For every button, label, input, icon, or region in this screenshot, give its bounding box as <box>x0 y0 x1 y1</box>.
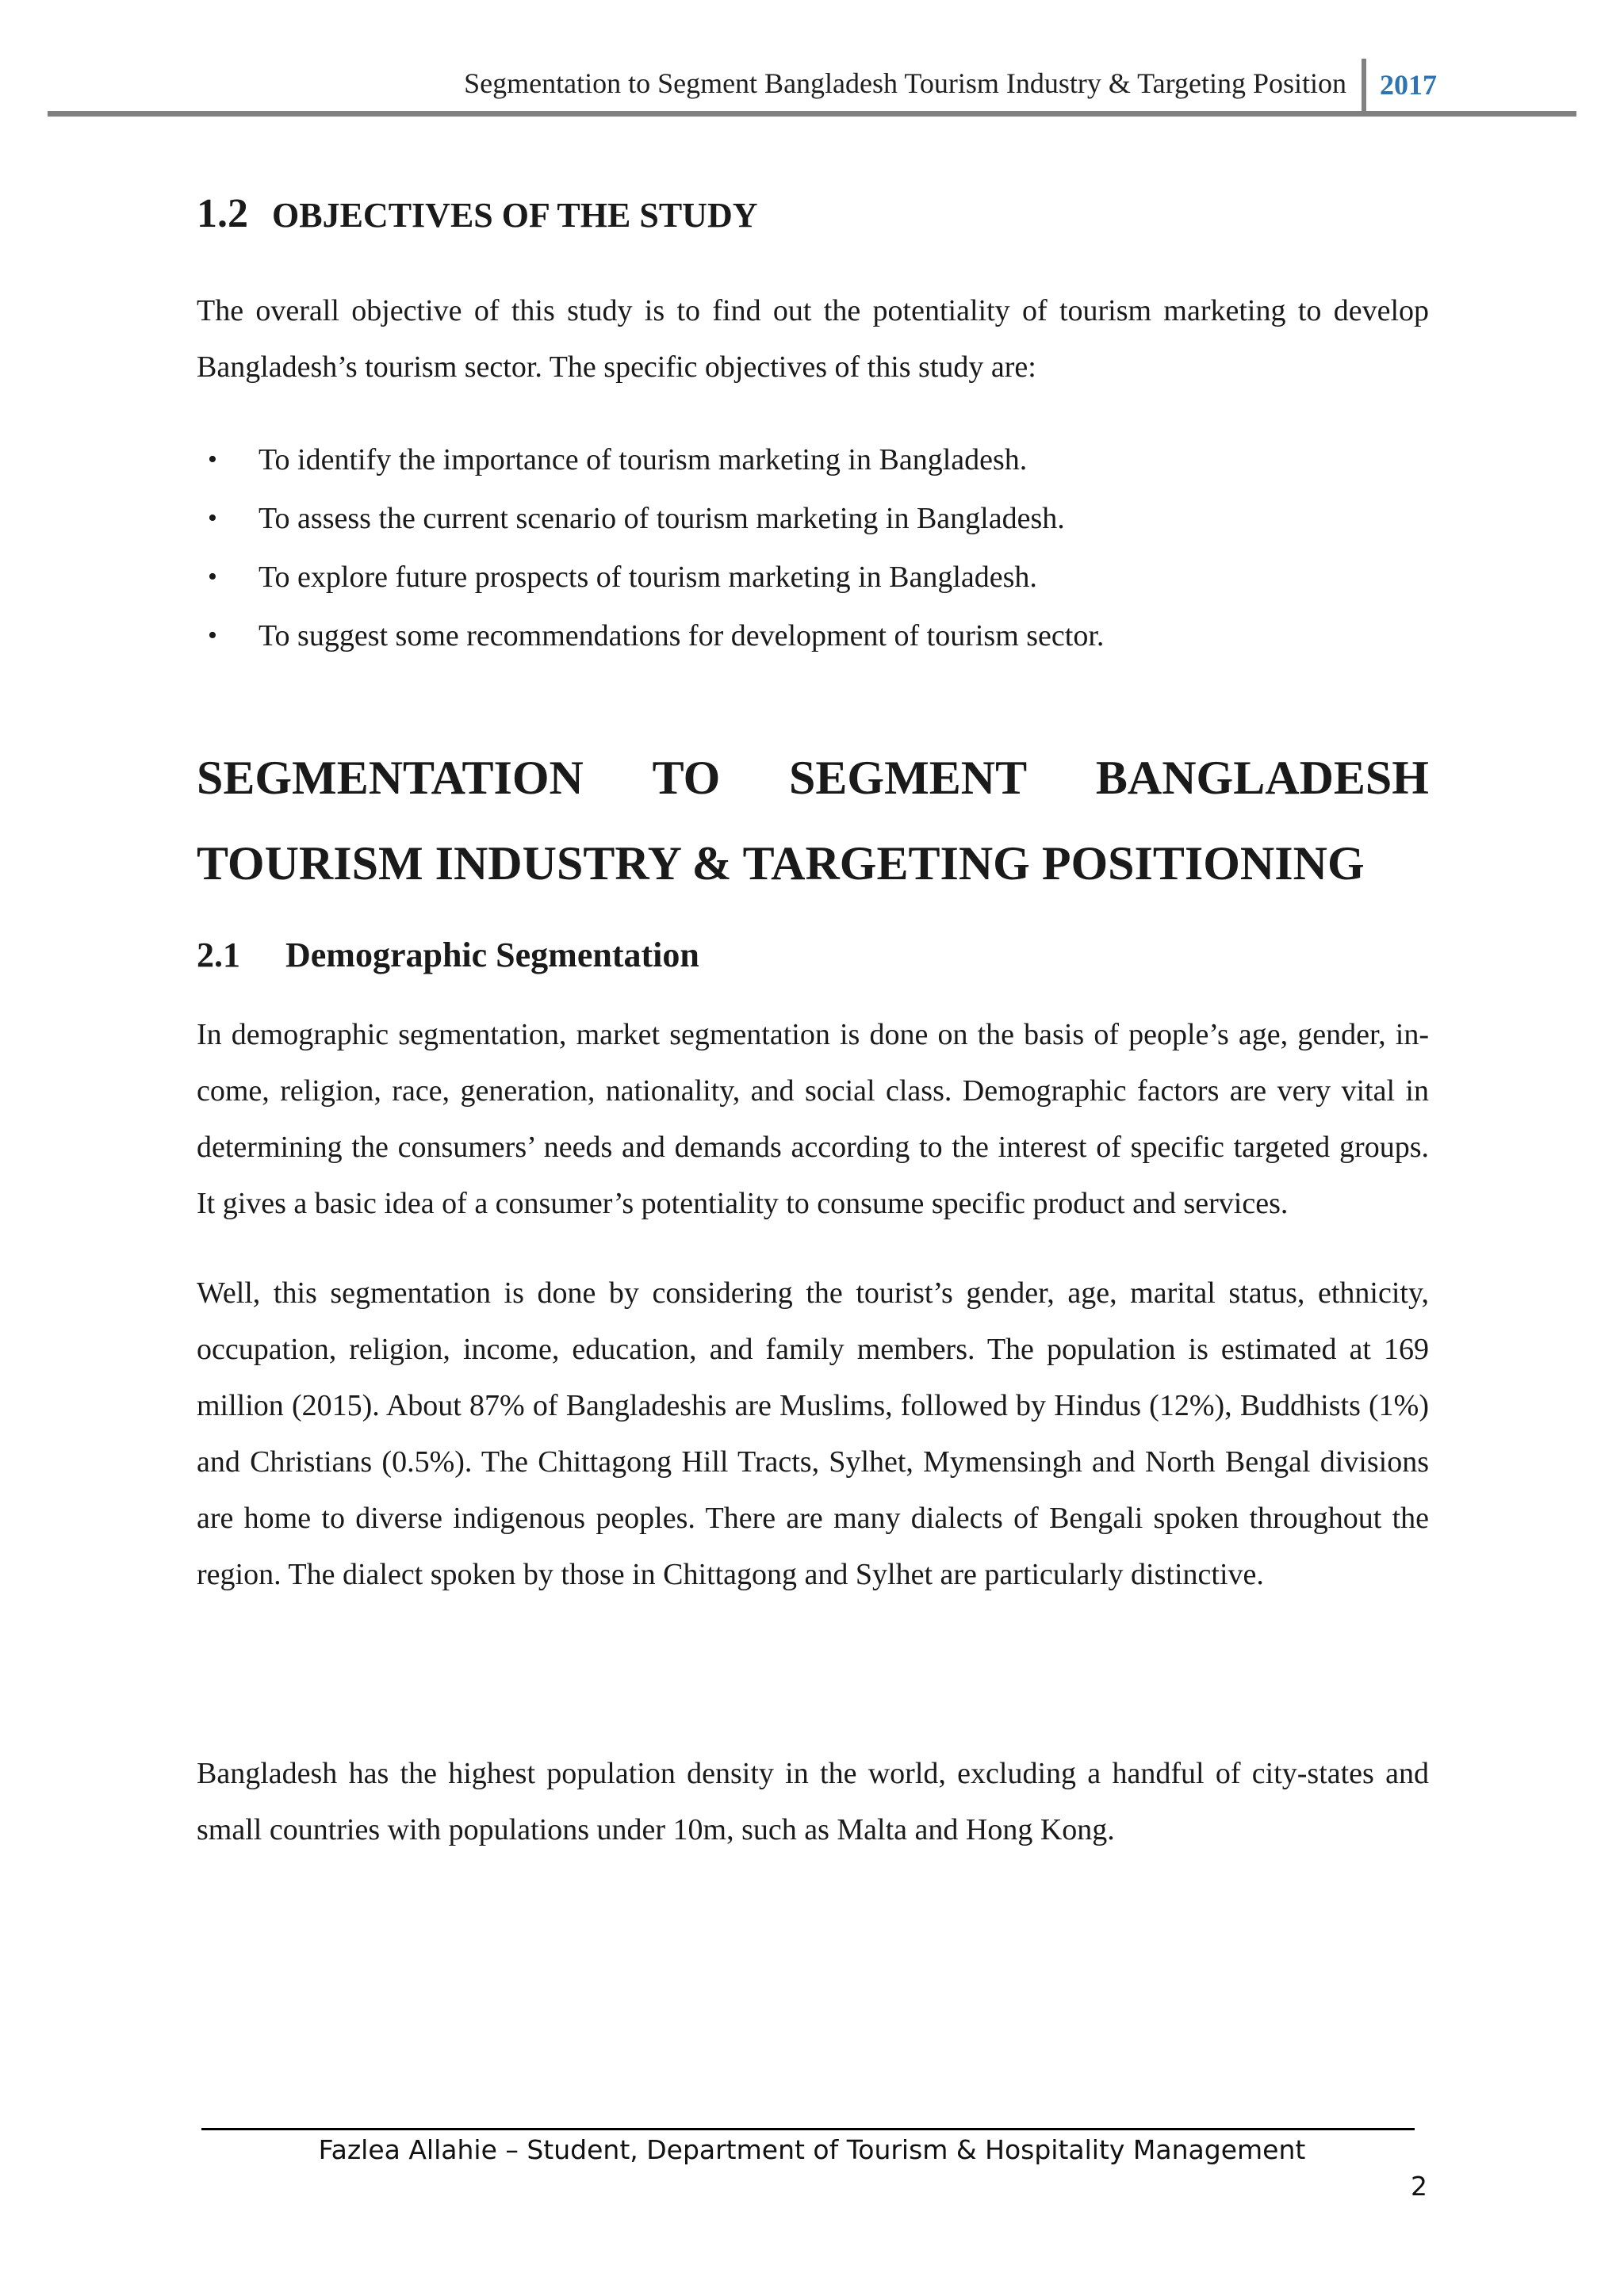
objectives-intro-paragraph: The overall objective of this study is to find out the potentiality of tourism marketing to develop Bangladesh’s tourism sector. The specific objectives of this study are: <box>197 294 1429 384</box>
list-item-text: To identify the importance of tourism marketing in Bangladesh. <box>259 443 1028 476</box>
list-item <box>197 548 1429 607</box>
chapter-heading <box>197 735 1429 906</box>
bullet-icon: • <box>208 445 217 474</box>
page-header <box>48 55 1576 119</box>
objectives-list <box>197 430 1429 665</box>
objectives-heading-number: 1.2 <box>197 191 248 236</box>
list-item-text: To explore future prospects of tourism marketing in Bangladesh. <box>259 561 1037 594</box>
header-year: 2017 <box>1380 69 1437 101</box>
demographic-heading-text: Demographic Segmentation <box>285 936 699 974</box>
demographic-paragraph-1: In demographic segmentation, market segmentation is done on the basis of people’s age, gender, in-come, religion, race, generation, nationality, and social class. Demographic factors are very vital in determining the consumers’ needs and demands according to the interest of specific targeted groups. It gives a basic idea of a consumer’s potentiality to consume specific product and services. <box>197 1018 1429 1220</box>
list-item-text: To assess the current scenario of tourism marketing in Bangladesh. <box>259 502 1065 535</box>
chapter-heading-line1 <box>197 735 1429 821</box>
chapter-heading-word: SEGMENT <box>789 752 1028 804</box>
list-item <box>197 430 1429 489</box>
list-item <box>197 489 1429 548</box>
chapter-heading-line2: TOURISM INDUSTRY & TARGETING POSITIONING <box>197 837 1365 890</box>
chapter-heading-word: SEGMENTATION <box>197 752 584 804</box>
footer-rule <box>201 2128 1415 2130</box>
footer-author-line: Fazlea Allahie – Student, Department of Tourism & Hospitality Management <box>318 2134 1306 2165</box>
bullet-icon: • <box>208 562 217 591</box>
demographic-heading-number: 2.1 <box>197 936 240 974</box>
header-rule <box>48 111 1576 117</box>
header-divider <box>1362 59 1366 113</box>
demographic-paragraph-3: Bangladesh has the highest population density in the world, excluding a handful of city-states and small countries with populations under 10m, such as Malta and Hong Kong. <box>197 1757 1429 1846</box>
demographic-heading <box>197 935 1429 975</box>
chapter-heading-word: BANGLADESH <box>1095 752 1429 804</box>
bullet-icon: • <box>208 503 217 533</box>
objectives-heading-text: OBJECTIVES OF THE STUDY <box>272 196 758 235</box>
header-title: Segmentation to Segment Bangladesh Tourism Industry & Targeting Position <box>464 67 1346 99</box>
list-item-text: To suggest some recommendations for development of tourism sector. <box>259 619 1105 652</box>
list-item <box>197 607 1429 665</box>
chapter-heading-word: TO <box>652 752 721 804</box>
objectives-heading <box>197 190 1429 237</box>
demographic-paragraph-2: Well, this segmentation is done by considering the tourist’s gender, age, marital status, ethnicity, occupation, religion, income, education, and family members. The population is estimated at 169 million (2015). About 87% of Bangladeshis are Muslims, followed by Hindus (12%), Buddhists (1%) and Christians (0.5%). The Chittagong Hill Tracts, Sylhet, Mymensingh and North Bengal divisions are home to diverse indigenous peoples. There are many dialects of Bengali spoken throughout the region. The dialect spoken by those in Chittagong and Sylhet are particularly distinctive. <box>197 1276 1429 1591</box>
page-content <box>197 190 1429 1858</box>
bullet-icon: • <box>208 621 217 650</box>
page-number: 2 <box>1411 2171 1427 2202</box>
